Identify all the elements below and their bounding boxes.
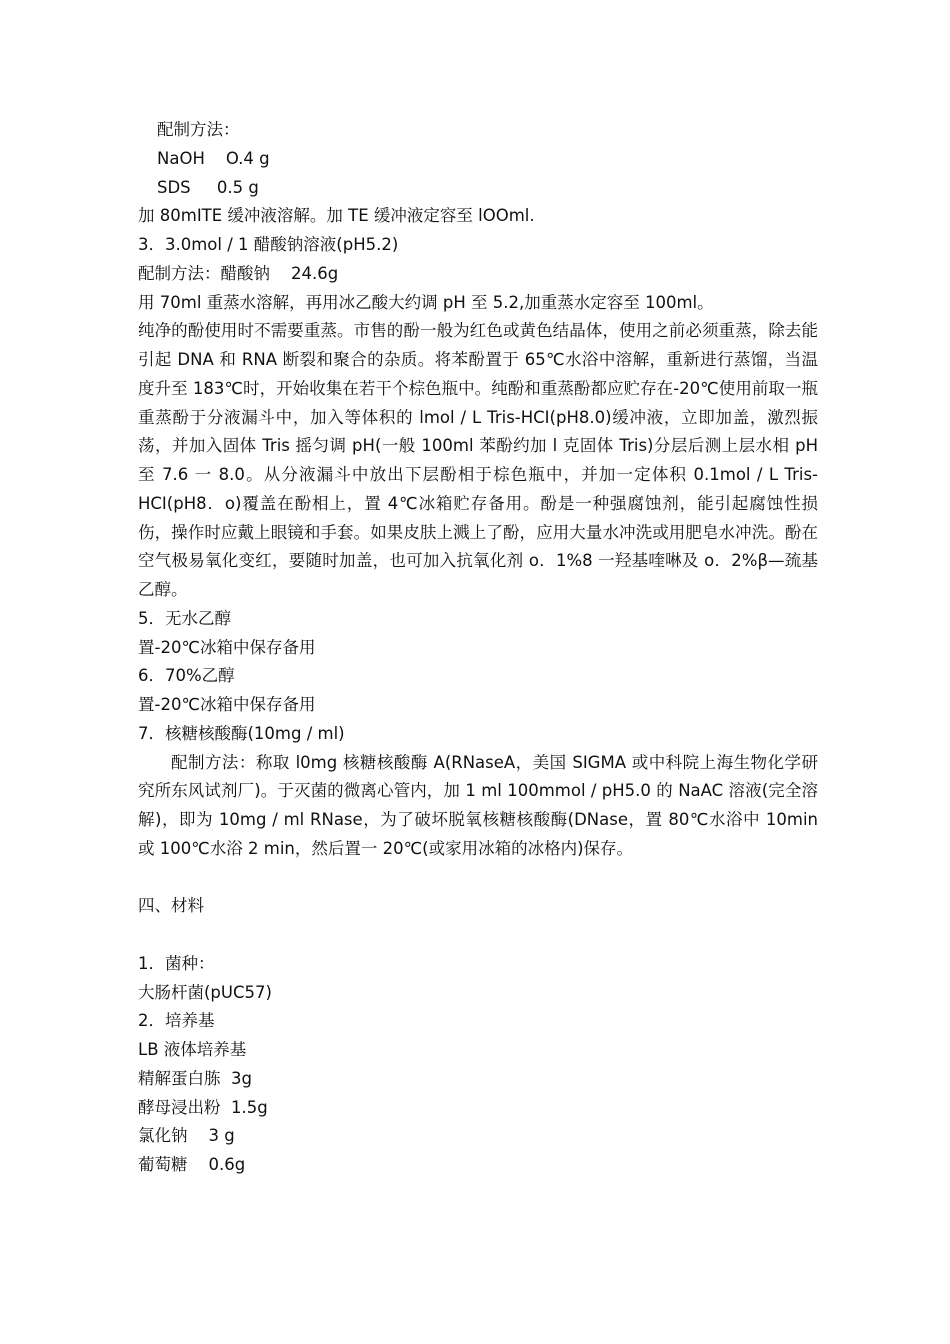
sds-amount: SDS 0.5 g (157, 177, 259, 197)
yeast-extract-amount: 酵母浸出粉 1.5g (138, 1097, 268, 1117)
ethanol-heading: 5．无水乙醇 (138, 608, 231, 628)
document-body (138, 116, 818, 1180)
ethanol-storage: 置-20℃冰箱中保存备用 (138, 637, 316, 657)
te-dissolve-instruction: 加 80mITE 缓冲液溶解。加 TE 缓冲液定容至 lOOml. (138, 206, 535, 226)
sodium-acetate-heading: 3．3.0mol / 1 醋酸钠溶液(pH5.2) (138, 235, 399, 254)
strain-name: 大肠杆菌(pUC57) (138, 982, 272, 1002)
spacer (138, 921, 818, 950)
strain-heading: 1．菌种： (138, 953, 215, 973)
phenol-paragraph: 纯净的酚使用时不需要重蒸。市售的酚一般为红色或黄色结晶体，使用之前必须重蒸，除去能引起 DNA 和 RNA 断裂和聚合的杂质。将苯酚置于 65℃水浴中溶解，重新进行蒸馏，当温度升至 183℃时，开始收集在若干个棕色瓶中。纯酚和重蒸酚都应贮存在-20℃使用前取一瓶重蒸酚于分液漏斗中，加入等体积的 lmol / L Tris-HCI(pH8.0)缓冲液，立即加盖，激烈振荡，并加入固体 Tris 摇匀调 pH(一般 100ml 苯酚约加 l 克固体 Tris)分层后测上层水相 pH 至 7.6 一 8.0。从分液漏斗中放出下层酚相于棕色瓶中，并加一定体积 0.1mol / L Tris-HCI(pH8．o)覆盖在酚相上，置 4℃冰箱贮存备用。酚是一种强腐蚀剂，能引起腐蚀性损伤，操作时应戴上眼镜和手套。如果皮肤上溅上了酚，应用大量水冲洗或用肥皂水冲洗。酚在空气极易氧化变红，要随时加盖，也可加入抗氧化剂 o．1%8 一羟基喹啉及 o．2%β—巯基乙醇。 (138, 321, 818, 599)
rnase-paragraph: 配制方法：称取 l0mg 核糖核酸酶 A(RNaseA，美国 SIGMA 或中科院上海生物化学研究所东风试剂厂)。于灭菌的微离心管内，加 1 ml 100mmol / pH5.0 的 NaAC 溶液(完全溶解)，即为 10mg / ml RNase，为了破坏脱氧核糖核酸酶(DNase，置 80℃水浴中 10min 或 100℃水浴 2 min，然后置一 20℃(或家用冰箱的冰格内)保存。 (138, 752, 818, 858)
spacer (138, 864, 818, 893)
medium-heading: 2．培养基 (138, 1011, 215, 1031)
lb-medium-label: LB 液体培养基 (138, 1040, 247, 1059)
sodium-acetate-method: 配制方法：醋酸钠 24.6g (138, 263, 339, 283)
peptone-amount: 精解蛋白胨 3g (138, 1068, 252, 1088)
ethanol-70-storage: 置-20℃冰箱中保存备用 (138, 695, 316, 714)
naoh-amount: NaOH O.4 g (157, 148, 270, 168)
prep-method-label: 配制方法： (157, 120, 240, 139)
rnase-heading: 7．核糖核酸酶(10mg / ml) (138, 723, 345, 743)
section-heading-materials: 四、材料 (138, 896, 204, 916)
sodium-acetate-instruction: 用 70ml 重蒸水溶解，再用冰乙酸大约调 pH 至 5.2,加重蒸水定容至 100ml。 (138, 292, 714, 312)
ethanol-70-heading: 6．70%乙醇 (138, 666, 235, 686)
nacl-amount: 氯化钠 3 g (138, 1126, 235, 1146)
glucose-amount: 葡萄糖 0.6g (138, 1155, 246, 1174)
